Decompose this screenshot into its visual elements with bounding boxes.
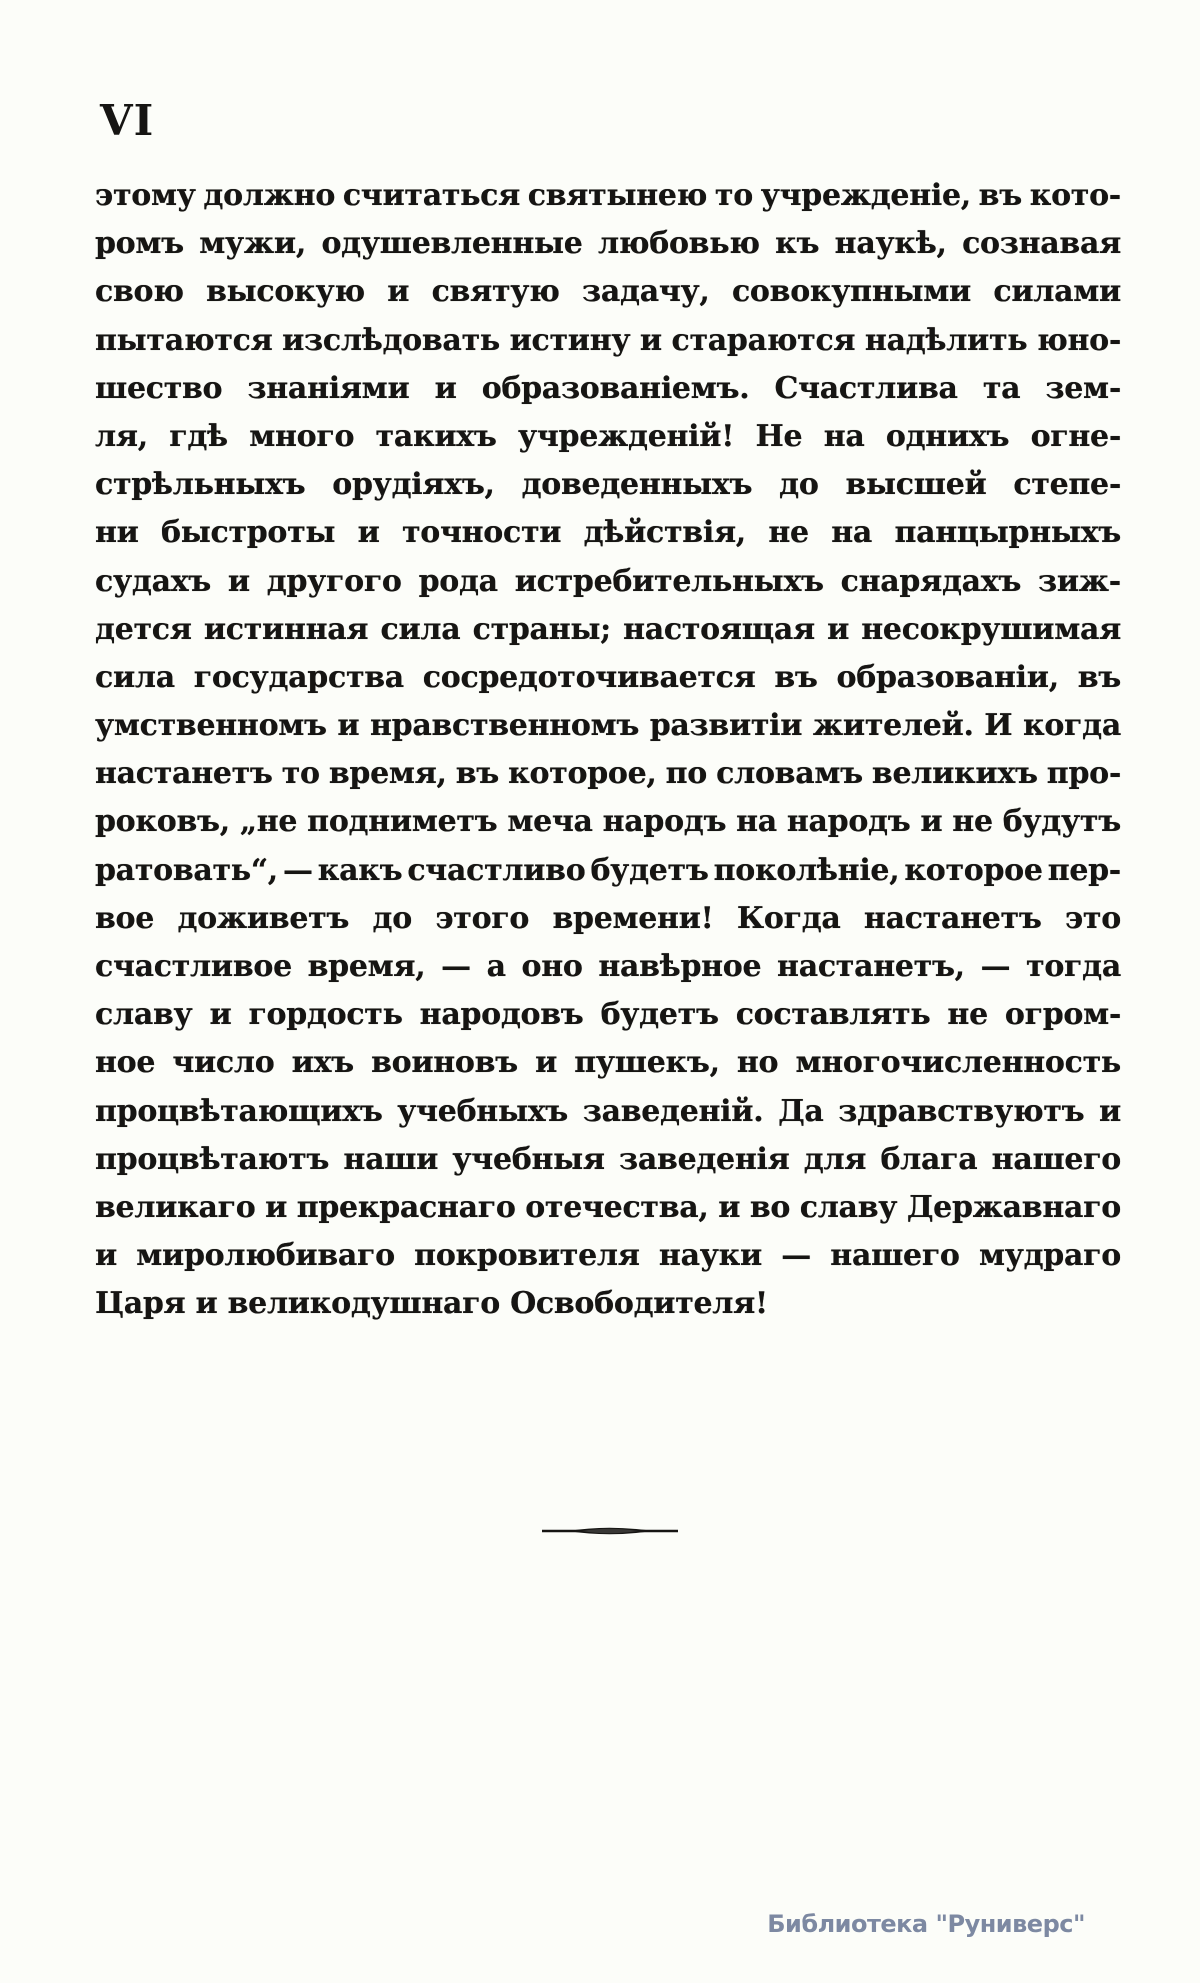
text-line: ное число ихъ воиновъ и пушекъ, но многочисленность: [95, 1045, 1121, 1081]
text-line: славу и гордость народовъ будетъ составлять не огром-: [95, 997, 1121, 1033]
library-watermark: Библиотека "Руниверс": [767, 1910, 1085, 1938]
text-line: дется истинная сила страны; настоящая и несокрушимая: [95, 611, 1121, 647]
text-line: процвѣтающихъ учебныхъ заведеній. Да здравствуютъ и: [95, 1093, 1121, 1129]
text-line: ратовать“, — какъ счастливо будетъ поколѣніе, которое пер-: [95, 852, 1121, 888]
text-line: стрѣльныхъ орудіяхъ, доведенныхъ до высшей степе-: [95, 467, 1121, 503]
text-line: ля, гдѣ много такихъ учрежденій! Не на однихъ огне-: [95, 418, 1121, 454]
text-line: шество знаніями и образованіемъ. Счастлива та зем-: [95, 370, 1121, 406]
text-line: Царя и великодушнаго Освободителя!: [95, 1286, 768, 1322]
text-line: ромъ мужи, одушевленные любовью къ наукѣ, сознавая: [95, 226, 1121, 262]
text-line: роковъ, „не подниметъ меча народъ на народъ и не будутъ: [95, 804, 1121, 840]
text-line: процвѣтаютъ наши учебныя заведенія для блага нашего: [95, 1141, 1121, 1177]
text-line: и миролюбиваго покровителя науки — нашего мудраго: [95, 1238, 1121, 1274]
text-line: великаго и прекраснаго отечества, и во славу Державнаго: [95, 1189, 1121, 1225]
text-line: счастливое время, — а оно навѣрное настанетъ, — тогда: [95, 949, 1121, 984]
text-line: ни быстроты и точности дѣйствія, не на панцырныхъ: [95, 515, 1121, 551]
text-line: пытаются изслѣдовать истину и стараются надѣлить юно-: [95, 322, 1121, 358]
text-line: вое доживетъ до этого времени! Когда настанетъ это: [95, 900, 1121, 936]
body-text: [95, 178, 1121, 1335]
text-line: умственномъ и нравственномъ развитіи жителей. И когда: [95, 708, 1121, 744]
text-line: настанетъ то время, въ которое, по словамъ великихъ про-: [95, 756, 1121, 792]
text-line: свою высокую и святую задачу, совокупными силами: [95, 274, 1121, 310]
ornamental-divider-icon: [542, 1524, 678, 1538]
text-line: судахъ и другого рода истребительныхъ снарядахъ зиж-: [95, 563, 1121, 599]
page-number: VI: [100, 96, 155, 145]
text-line: этому должно считаться святынею то учрежденіе, въ кото-: [95, 178, 1121, 213]
text-line: сила государства сосредоточивается въ образованіи, въ: [95, 659, 1121, 695]
